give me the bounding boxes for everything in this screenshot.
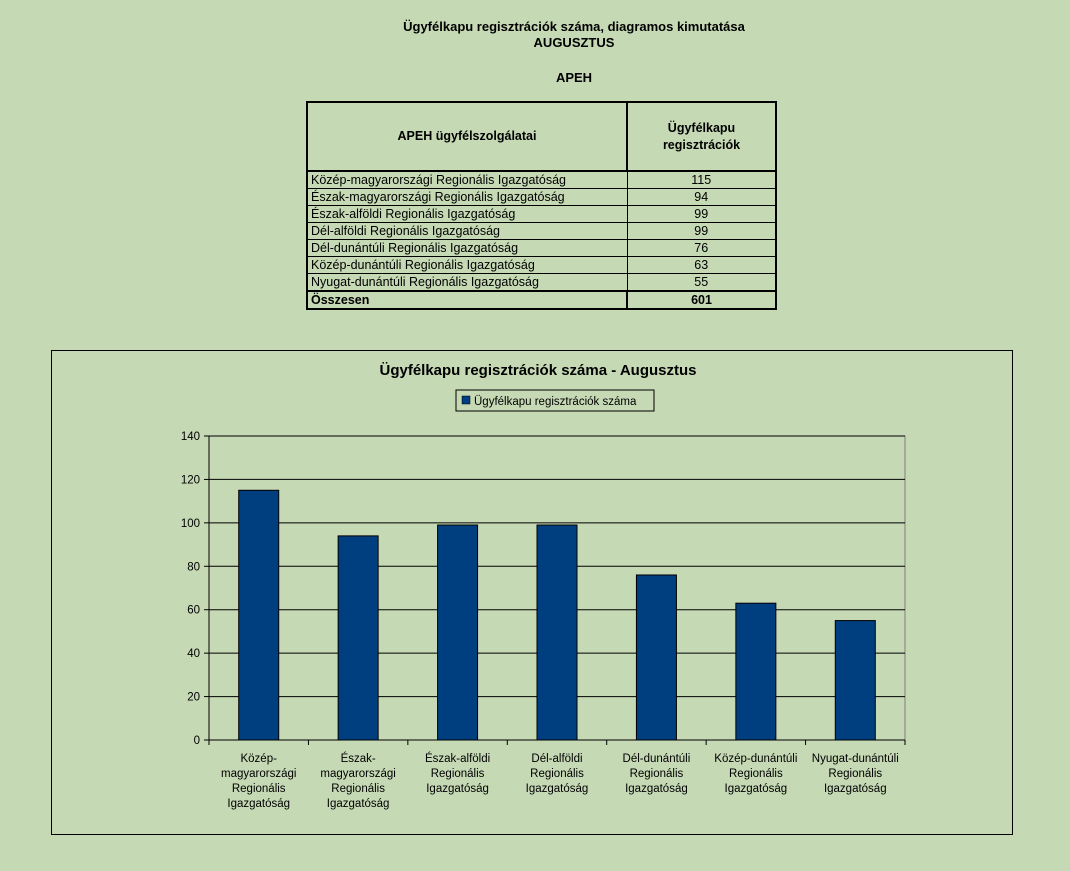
- x-category-label-line: Regionális: [430, 768, 485, 780]
- x-category-label-line: Igazgatóság: [227, 798, 291, 810]
- x-category-label-line: Regionális: [629, 768, 684, 780]
- row-office-name: Dél-alföldi Regionális Igazgatóság: [307, 223, 627, 240]
- x-category-label-line: Regionális: [231, 783, 286, 795]
- x-category-label-line: Regionális: [331, 783, 385, 795]
- org-label: APEH: [555, 70, 593, 85]
- total-label: Összesen: [307, 291, 627, 309]
- y-tick-label: 120: [180, 474, 200, 487]
- x-category-label: [425, 752, 490, 795]
- x-category-label-line: Nyugat-dunántúli: [811, 753, 899, 765]
- row-office-name: Észak-magyarországi Regionális Igazgatóság: [307, 189, 627, 206]
- x-category-label-line: Igazgatóság: [525, 783, 589, 795]
- y-tick-label: 100: [180, 517, 200, 530]
- registrations-table: [306, 101, 777, 310]
- x-category-label: [623, 753, 691, 795]
- row-registration-count: 76: [627, 240, 776, 257]
- col-header-offices: APEH ügyfélszolgálatai: [307, 102, 627, 171]
- row-registration-count: 99: [627, 206, 776, 223]
- y-tick-label: 40: [187, 648, 200, 661]
- page-subtitle-month: AUGUSZTUS: [533, 35, 615, 50]
- y-tick-label: 60: [187, 604, 200, 617]
- row-registration-count: 94: [627, 189, 776, 206]
- x-category-label-line: Regionális: [530, 768, 584, 780]
- bar: [736, 603, 776, 740]
- x-category-label-line: Észak-: [340, 753, 376, 765]
- x-category-label-line: Észak-alföldi: [424, 753, 491, 765]
- row-office-name: Nyugat-dunántúli Regionális Igazgatóság: [307, 274, 627, 292]
- legend-label: Ügyfélkapu regisztrációk száma: [474, 396, 637, 408]
- x-category-label-line: Igazgatóság: [823, 783, 887, 795]
- bar: [438, 525, 478, 740]
- chart-title: Ügyfélkapu regisztrációk száma - Augusztus: [379, 362, 697, 379]
- x-category-label-line: magyarországi: [221, 768, 297, 780]
- table-row: [307, 206, 776, 223]
- col-header-registrations-line2: regisztrációk: [662, 137, 741, 152]
- x-category-label-line: Közép-: [240, 753, 277, 765]
- y-tick-label: 20: [187, 691, 200, 704]
- x-category-label-line: Közép-dunántúli: [714, 753, 798, 765]
- row-registration-count: 63: [627, 257, 776, 274]
- total-value: 601: [627, 291, 776, 309]
- x-category-label: [221, 753, 296, 810]
- x-category-label-line: Dél-alföldi: [531, 753, 583, 765]
- col-header-registrations-line1: Ügyfélkapu: [667, 120, 736, 135]
- row-registration-count: 115: [627, 171, 776, 189]
- x-category-label: [526, 753, 589, 795]
- bar: [239, 490, 279, 740]
- x-category-label-line: Dél-dunántúli: [622, 753, 691, 765]
- bar-chart: [52, 351, 1014, 836]
- x-category-label: [812, 753, 899, 795]
- x-category-label-line: Regionális: [729, 768, 783, 780]
- table-row: [307, 274, 776, 292]
- row-registration-count: 55: [627, 274, 776, 292]
- x-category-label-line: Igazgatóság: [326, 798, 390, 810]
- row-office-name: Észak-alföldi Regionális Igazgatóság: [307, 206, 627, 223]
- chart-area: [51, 350, 1013, 835]
- x-category-label-line: magyarországi: [320, 768, 396, 780]
- x-category-label: [714, 753, 797, 795]
- bar: [537, 525, 577, 740]
- row-office-name: Közép-dunántúli Regionális Igazgatóság: [307, 257, 627, 274]
- bar: [636, 575, 676, 740]
- y-tick-label: 0: [193, 735, 200, 747]
- y-tick-label: 80: [187, 561, 200, 574]
- table-row: [307, 171, 776, 189]
- table-row: [307, 189, 776, 206]
- table-row: [307, 223, 776, 240]
- table-total-row: [307, 291, 776, 309]
- x-category-label-line: Igazgatóság: [724, 783, 788, 795]
- table-row: [307, 240, 776, 257]
- table-row: [307, 257, 776, 274]
- col-header-registrations: [627, 102, 776, 171]
- legend-swatch: [462, 396, 470, 404]
- table-body: [307, 171, 776, 309]
- bar: [338, 536, 378, 740]
- page-title: Ügyfélkapu regisztrációk száma, diagramos kimutatása: [403, 19, 745, 34]
- x-category-label: [320, 752, 395, 810]
- row-registration-count: 99: [627, 223, 776, 240]
- row-office-name: Dél-dunántúli Regionális Igazgatóság: [307, 240, 627, 257]
- x-category-label-line: Igazgatóság: [625, 783, 688, 795]
- x-category-label-line: Regionális: [828, 768, 883, 780]
- y-tick-label: 140: [180, 431, 200, 443]
- x-category-label-line: Igazgatóság: [426, 783, 489, 795]
- row-office-name: Közép-magyarországi Regionális Igazgatóság: [307, 171, 627, 189]
- bar: [835, 621, 875, 740]
